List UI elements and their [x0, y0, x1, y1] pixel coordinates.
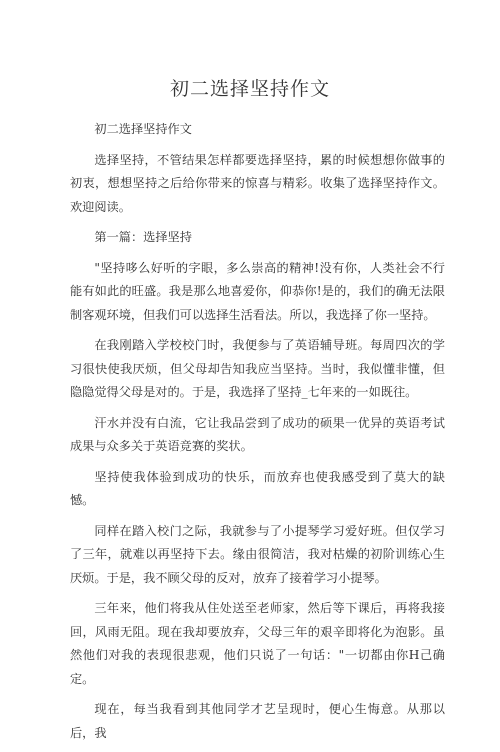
paragraph: 在我刚踏入学校校门时，我便参与了英语辅导班。每周四次的学习很快使我厌烦，但父母却告知我应当坚持。当时，我似懂非懂，但隐隐觉得父母是对的。于是，我选择了坚持_七年来的一如既往。 — [70, 338, 445, 399]
paragraph-intro: 选择坚持，不管结果怎样都要选择坚持，累的时候想想你做事的初衷，想想坚持之后给你带来的惊喜与精彩。收集了选择坚持作文。欢迎阅读。 — [70, 152, 445, 214]
paragraph: 三年来，他们将我从住处送至老师家，然后等下课后，再将我接回，风雨无阻。现在我却要放弃，父母三年的艰辛即将化为泡影。虽然他们对我的表现很悲观，他们只说了一句话："一切都由你H己确定。 — [70, 601, 445, 686]
document-title: 初二选择坚持作文 — [169, 78, 330, 100]
paragraph-section-heading: 第一篇：选择坚持 — [94, 230, 192, 244]
document-body — [70, 118, 445, 752]
paragraph: 汗水并没有白流，它让我品尝到了成功的硕果一优异的英语考试成果与众多关于英语竞赛的奖状。 — [70, 415, 445, 453]
paragraph: 现在，每当我看到其他同学才艺呈现时，便心生悔意。从那以后，我 — [70, 702, 445, 740]
paragraph: 坚持使我体验到成功的快乐，而放弃也使我感受到了莫大的缺憾。 — [70, 469, 445, 507]
paragraph-subtitle: 初二选择坚持作文 — [94, 122, 192, 136]
paragraph: 同样在踏入校门之际，我就参与了小提琴学习爱好班。但仅学习了三年，就难以再坚持下去。缘由很简洁，我对枯燥的初阶训练心生厌烦。于是，我不顾父母的反对，放弃了接着学习小提琴。 — [70, 523, 445, 585]
paragraph: "坚持哆么好听的字眼，多么崇高的精神!没有你，人类社会不行能有如此的旺盛。我是那么地喜爱你，仰恭你!是的，我们的确无法限制客观环境，但我们可以选择生活看法。所以，我选择了你一坚持。 — [70, 260, 445, 322]
